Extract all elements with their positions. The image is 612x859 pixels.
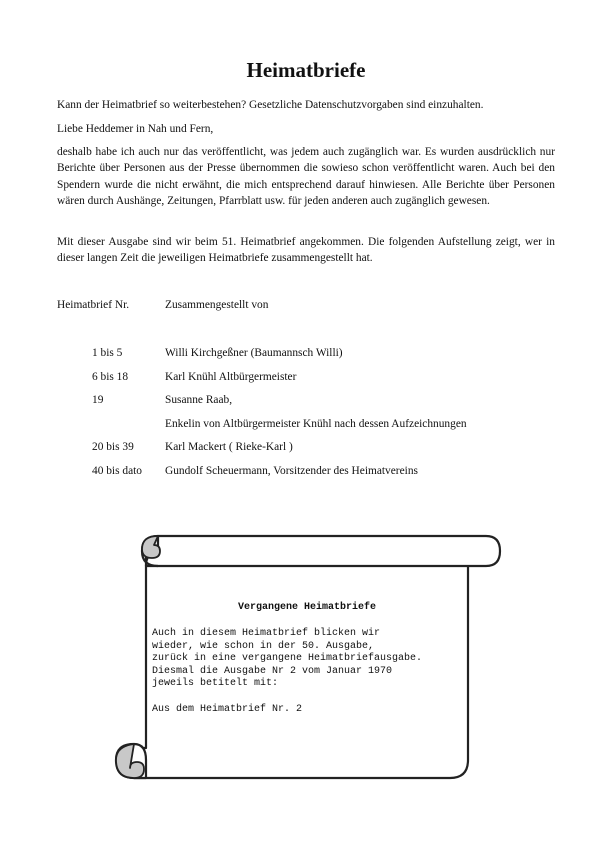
list-row-name: Karl Mackert ( Rieke-Karl ): [165, 441, 293, 453]
list-row-range: 1 bis 5: [92, 347, 123, 359]
list-row-name: Willi Kirchgeßner (Baumannsch Willi): [165, 347, 343, 359]
scroll-line: wieder, wie schon in der 50. Ausgabe,: [152, 640, 375, 652]
scroll-top-curl: [142, 536, 160, 558]
scroll-box: [112, 534, 502, 782]
scroll-line: Auch in diesem Heimatbrief blicken wir: [152, 628, 381, 639]
paragraph-datenschutz: deshalb habe ich auch nur das veröffentlicht, was jedem auch zugänglich war. Es wurden ausdrücklich nur Berichte über Personen aus der Presse übernommen die sowieso schon veröffentlicht waren. Auch bei den Spendern wurde die nicht erwähnt, die mich entsprechend darauf hinwiesen. Alle Berichte über Personen wären durch Aushänge, Zeitungen, Pfarrblatt usw. für jeden anderen auch zugänglich gewesen.: [57, 146, 555, 207]
paragraph-ausgabe: Mit dieser Ausgabe sind wir beim 51. Heimatbrief angekommen. Die folgenden Aufstellung zeigt, wer in dieser langen Zeit die jeweiligen Heimatbriefe zusammengestellt hat.: [57, 236, 555, 265]
scroll-heading: Vergangene Heimatbriefe: [237, 602, 377, 613]
list-row-range: 19: [92, 394, 104, 406]
scroll-line: jeweils betitelt mit:: [152, 678, 279, 690]
list-row-name: Gundolf Scheuermann, Vorsitzender des Heimatvereins: [165, 465, 418, 477]
scroll-text: [152, 628, 482, 716]
scroll-spacer: [152, 691, 482, 704]
scroll-line: zurück in eine vergangene Heimatbriefausgabe.: [152, 653, 423, 665]
list-row-range: 40 bis dato: [92, 465, 142, 477]
list-row-name: Karl Knühl Altbürgermeister: [165, 371, 297, 383]
list-row-range: 6 bis 18: [92, 371, 129, 383]
list-row-name: Susanne Raab,: [165, 394, 233, 406]
intro-question: Kann der Heimatbrief so weiterbestehen? Gesetzliche Datenschutzvorgaben sind einzuhalten.: [57, 99, 484, 111]
list-row-name: Enkelin von Altbürgermeister Knühl nach dessen Aufzeichnungen: [165, 418, 467, 430]
scroll-top-roll: [146, 536, 500, 566]
list-row-range: 20 bis 39: [92, 441, 134, 453]
scroll-line: Diesmal die Ausgabe Nr 2 vom Januar 1970: [152, 665, 393, 677]
list-header-compiled: Zusammengestellt von: [165, 299, 269, 311]
list-header-number: Heimatbrief Nr.: [57, 299, 130, 311]
page-title: Heimatbriefe: [246, 58, 366, 82]
greeting: Liebe Heddemer in Nah und Fern,: [57, 123, 214, 135]
scroll-closing: Aus dem Heimatbrief Nr. 2: [152, 703, 303, 715]
